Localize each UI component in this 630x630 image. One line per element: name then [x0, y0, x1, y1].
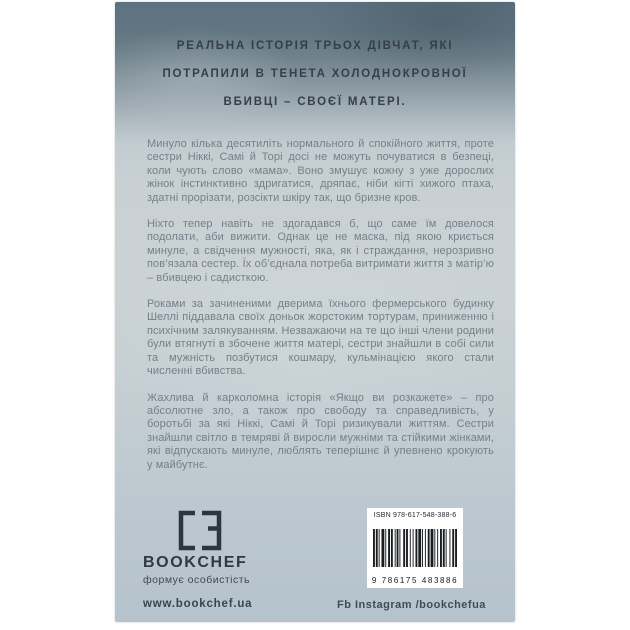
synopsis-paragraph: Ніхто тепер навіть не здогадався б, що саме їм довелося подолати, аби вижити. Однак це не маска, під якою криється минуле, а свідчення мужності, яка, як і страждання, нерозривно пов’язала сестер. Їх об’єднала потреба витримати життя з матір’ю – вбивцею і садисткою. [147, 218, 494, 284]
headline [115, 32, 515, 116]
publisher-tagline: формує особистість [143, 574, 251, 586]
headline-line: РЕАЛЬНА ІСТОРІЯ ТРЬОХ ДІВЧАТ, ЯКІ [176, 40, 454, 52]
headline-line: ВБИВЦІ – СВОЄЇ МАТЕРІ. [223, 96, 407, 108]
barcode-digits: 9 786175 483886 [371, 576, 459, 585]
publisher-name: BOOKCHEF [143, 554, 248, 571]
synopsis-paragraph: Минуло кілька десятиліть нормального й спокійного життя, проте сестри Ніккі, Самі й Торі досі не можуть почуватися в безпеці, коли чують слово «мама». Воно змушує кожну з уже дорослих жінок інстинктивно здригатися, дряпає, ніби кігті хижого птаха, здатні прорізати, розсікти шкіру так, що бризне кров. [147, 138, 494, 204]
publisher-website: www.bookchef.ua [143, 598, 253, 610]
headline-line: ПОТРАПИЛИ В ТЕНЕТА ХОЛОДНОКРОВНОЇ [162, 68, 468, 80]
isbn-label: ISBN 978-617-548-388-6 [373, 512, 457, 519]
book-back-cover [115, 2, 515, 622]
publisher-social: Fb Instagram /bookchefua [337, 599, 486, 611]
barcode-box [367, 508, 463, 588]
synopsis-paragraph: Роками за зачиненими дверима їхнього фермерського будинку Шеллі піддавала своїх доньок жорстоким тортурам, приниженню і психічним залякуванням. Незважаючи на те що інші члени родини були втягнуті в збочене життя матері, сестри знайшли в собі сили та мужність позбутися кошмару, кульмінацією якого стали численні вбивства. [147, 298, 494, 378]
barcode-bars-icon [373, 529, 457, 567]
synopsis-paragraph: Жахлива й карколомна історія «Якщо ви розкажете» – про абсолютне зло, а також про свободу та справедливість, у боротьбі за які Ніккі, Самі й Торі ризикували життям. Сестри знайшли світло в темряві й виросли мужніми та стійкими жінками, які відпускають минуле, люблять теперішнє й упевнено крокують у майбутнє. [147, 391, 494, 471]
bookchef-logo-icon [175, 509, 223, 552]
synopsis [147, 138, 494, 485]
